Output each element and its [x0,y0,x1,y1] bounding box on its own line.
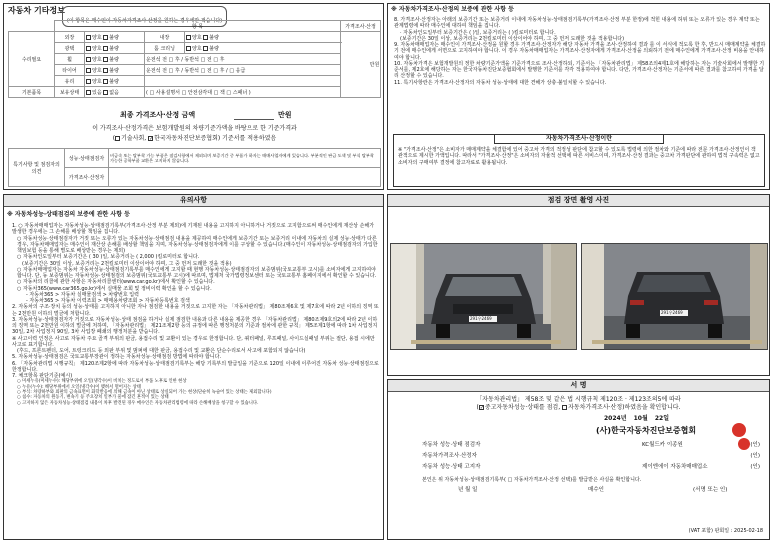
warranty-item: (보증기간은 30일 이상, 보증거리는 2천킬로미터 이상이어야 하며, 그 중 먼저 도래한 것을 적용합니다) [400,35,625,42]
opt-label: 한국자동차진단보증협회 [154,135,218,142]
checkbox[interactable] [86,79,91,84]
date-day: 22 [654,415,664,422]
date-year: 2024 [604,415,621,422]
buyer-date: 년 월 일 [458,487,478,493]
opt-label: 양호 [92,56,102,63]
sig-row [422,464,762,471]
notice-para: 7. 체크항목 판단기준(예시) [12,373,73,379]
notice-para: 2. 자동차의 구조·장치 등의 성능·상태를 고지하지 아니한 자나 점검한 내용을 거짓으로 고지한 자는 「자동차관리법」 제80조제6호 및 제7호에 따라 2년 이하의 징역 또는 2천만원 이하의 벌금에 처합니다. [12,304,379,317]
price-warranty-title-text: 자동차가격조사·산정의 보증에 관한 사항 등 [398,6,514,13]
signature-panel [387,379,770,540]
car-rear-image [582,244,768,350]
checkbox[interactable] [203,46,208,51]
date-year-unit: 년 [620,415,627,422]
date-day-unit: 일 [663,415,669,422]
inspector-label: 성능·상태점검자 [65,149,109,168]
sig-row-name: 제이엔에이 자동차매매업소 [642,464,708,470]
inspector-opinion: 비금속 또는 탈부착 가능 부품은 점검사항에서 제외되며 보증기간 중 부품가 하자는 매매사업자에게 있습니다. 부분적인 판금 도색 및 부식 탈부착 가능한 공학부품 교환은 고지하지 않습니다. [109,149,381,168]
sig-row-mark: (인) [750,464,760,470]
repair-row-name: 타이어 [55,65,85,76]
notice-para: ○ 침수: 자동차의 원동기, 변속기 등 주요장치 일부가 물에 잠긴 흔적이 있는 상태 [17,395,169,401]
notice-paragraphs [12,223,380,406]
price-warranty-panel [387,3,770,190]
warranty-item: 10. 자동차가격은 보험개발원의 정한 차량기준가액을 기준가격으로 조사·산정하되, 기준서는 「자동차관리법」 제58조의4제1호에 해당하는 자는 기술사회에서 발행한 기준서를, 제2호에 해당하는 자는 한국자동차진단보증협회에서 발행한 기준서를 각각 적용하여야 합니다. 다만, 가격조사·산정자는 기준서에 따른 결과를 참고하여 가격을 달리 산정할 수 있습니다. [394,60,765,80]
car-front-image [391,244,577,350]
notice-section-title-text: 자동차성능·상태점검의 보증에 관한 사항 등 [14,211,130,218]
checkbox-tech-society[interactable] [115,136,120,141]
notice-para: ○ 미세누유(미세누수): 해당부위에 오일(냉각수)이 비치는 정도로서 부품 노후로 인한 현상 [17,379,187,385]
inspection-photos-panel [387,194,770,376]
price-warranty-items [394,17,766,86]
inspection-photo-rear [581,243,768,350]
standard-choice-rest: ) 기준서를 적용하였음 [217,135,277,142]
buyer-sign[interactable]: (서명 또는 인) [693,487,728,493]
notice-panel [3,194,384,540]
price-warranty-title: ※ 자동차가격조사·산정의 보증에 관한 사항 등 [391,6,514,13]
opt-label: 기술사회, [121,135,147,142]
notice-para: 5. 자동차성능·상태점검은 국토교통부장관이 정하는 자동차성능·상태점검 방법에 따라야 합니다. [12,354,222,361]
final-price-label: 최종 가격조사·산정 금액 [120,111,196,119]
repair-row-name: 외장 [55,32,85,43]
signature-bar: 서 명 [388,380,769,392]
notice-para: ○ 고지하지 않은 자동차성능·상태점검 내용이 차후 발견된 경우 매수인은 자동차관리법령에 따라 손해배상을 청구할 수 있습니다. [17,400,259,406]
special-notes-table [8,148,381,187]
notice-para: - 자동차365 > 자동차 이력조회 > 매매용차량조회 > 자동차등록번호 검색 [26,298,190,304]
checkbox[interactable] [86,68,91,73]
notice-para: (후드, 프론트펜더, 도어, 트렁크리드 등 외판 부위 및 범퍼에 대한 판금, 용접수리 및 교환은 단순수리로서 사고에 포함되지 않습니다) [17,348,306,354]
buyer-label: 매수인 [588,487,604,493]
sig-row-mark: (인) [750,453,760,459]
signature-law-line: 「자동차관리법」 제58조 및 같은 법 시행규칙 제120조 · 제123조의5에 따라 [476,396,681,403]
notice-para: ○ 부식: 차량하부와 외판의 금속표면이 화학반응에 의해 금속이 아닌 상태로 상실되어 가는 현상(단순히 녹슬어 있는 상태는 제외합니다) [17,389,272,395]
sig-row-label: 자동차가격조사·산정자 [422,453,477,459]
appraiser-label: 가격조사·산정자 [65,168,109,187]
opt-label: 있음 [92,89,102,96]
final-price-input[interactable] [234,110,274,120]
notice-para: 6. 「자동차관리법 시행규칙」 제120조제2항에 따라 자동차성능·상태점검기록부는 해당 기록부의 발급일을 기준으로 120일 이내에 이루어진 자동차 성능·상태점검으로 한정합니다. [12,360,379,373]
form-footer: (VAT 포함) 판회일 : 2025-02-18 [688,528,763,534]
notice-para: ○ 자동차의 리콜에 관한 사항은 자동차리콜센터(www.car.go.kr)에서 확인할 수 있습니다. [17,279,215,286]
repair-row-name2: 내장 [145,32,185,43]
notice-para: ○ 자동차성능·상태점검자가 거짓 또는 오류가 있는 자동차성능·상태점검 내용을 제공하여 매수인에게 보증기간 또는 보증거리 이내에 자동차의 실제 성능·상태가 다른 경우, 자동차매매업자는 매수인이 재산상 손해를 배상할 책임을 지며, 자동차성능·상태점검자에게 이를 구상할 수 있습니다.(매수인이 자동차성능·상태점검자의 가입한 책임보험 등을 통해 별도로 배상받는 경우는 제외) [17,235,378,254]
inspection-photo-front [390,243,577,350]
special-notes-label: 특기사항 및 점검자의 의견 [9,149,65,187]
warranty-item: 8. 가격조사·산정자는 아래의 보증기간 또는 보증거리 이내에 자동차성능·상태점검기록부(가격조사·산정 부분 한정)에 적힌 내용에 허위 또는 오류가 있는 경우 계약 또는 관계법령에 따라 매수인에 대하여 책임을 집니다. [394,17,760,30]
notice-bar: 유의사항 [4,195,383,207]
sig-row [422,442,762,449]
date-month: 10 [633,415,642,422]
opt-label: 양호 [92,45,102,52]
tire-position-text: 운전석 전 □ 후 / 동반석 □ 전 □ 후 / □ 응급 [145,65,341,76]
opt-label: 불량 [109,56,119,63]
price-info-box [393,134,765,187]
price-basis-sentence: 이 가격조사·산정가격은 보험개발원의 차량기준가액을 바탕으로 한 기준가격과 [92,125,297,132]
repair-header-item: 항 목 [55,21,341,32]
repair-header-price: 가격조사·산정 [341,21,381,32]
final-price-unit: 만원 [278,111,292,119]
opt-label: 불량 [109,78,119,85]
inspector-seal-stamp [738,438,750,450]
opt-label: 불량 [109,45,119,52]
checkbox[interactable] [103,90,108,95]
plate-rear: 291우2469 [661,310,683,315]
buyer-confirm-line: 본인은 위 자동차성능·상태점검기록부( □ 자동차가격조사·산정 선택)를 발급받은 사실을 확인합니다. [422,477,642,483]
opt-label: 양호 [92,34,102,41]
opt-label: 불량 [209,34,219,41]
checkbox[interactable] [186,35,191,40]
repair-row-name2: 룸 크리닝 [145,43,185,54]
basic-items-sub: 보유상태 [55,87,85,98]
notice-para: (보증기간은 30일 이상, 보증거리는 2천킬로미터 이상이어야 하며, 그 중 먼저 도래한 것을 적용) [22,260,232,267]
signature-confirm-line: (✓ 중고자동차성능·상태를 점검, 자동차가격조사·산정)하였음을 확인합니다. [388,404,769,412]
checkbox[interactable] [103,68,108,73]
opt-label: 중고자동차성능·상태를 점검, [484,404,561,411]
sig-row-mark: (인) [750,442,760,448]
repair-row-name: 광택 [55,43,85,54]
opt-label: 불량 [209,45,219,52]
extra-info-title: 자동차 기타정보 [8,6,65,15]
photos-bar: 점검 장면 촬영 사진 [388,195,769,207]
plate-front: 291우2469 [470,316,492,321]
extra-info-subtitle: (이 항목은 매수인이 자동차가격조사·산정을 원하는 경우에만 적습니다) [67,18,223,24]
checkbox[interactable] [103,79,108,84]
checkbox[interactable] [103,46,108,51]
checkbox[interactable] [86,90,91,95]
appraiser-opinion[interactable] [109,168,381,187]
notice-para: - 자동차365 > 자동차 실매물검색 > 차량번호 입력 [26,291,139,298]
warranty-item: · 자동차인도일부터 보증기간은 ( )일, 보증거리는 ( )킬로미터로 합니다. [400,29,556,36]
notice-para: ※ 사고이력 인정은 사고로 자동차 주요 골격 부위의 판금, 용접수리 및 교환이 있는 경우로 한정합니다. 단, 쿼터패널, 루프패널, 사이드실패널 부위는 절단, 용접 시에만 사고로 표기합니다. [12,335,375,348]
sig-row [422,453,762,460]
vehicle-extra-info-panel [3,3,384,190]
repair-table [8,20,381,98]
notice-para: 1. ○ 자동차매매업자는 자동차성능·상태점검기록부(가격조사·산정 부분 제외)에 기재된 내용을 고지하지 아니하거나 거짓으로 고지함으로써 매수인에게 재산상 손해가 발생한 경우에는 그 손해를 배상할 책임을 집니다. [12,223,375,236]
checkbox[interactable] [203,35,208,40]
checkbox[interactable] [103,57,108,62]
repair-row-name: 유리 [55,76,85,87]
opt-label: 양호 [192,45,202,52]
signature-date [604,415,669,423]
org-seal-stamp [732,423,746,437]
checkbox-price[interactable] [562,405,567,410]
repair-price-cell[interactable] [341,32,381,98]
tire-position-text: 운전석 전 □ 후 / 동반석 □ 전 □ 후 [145,54,341,65]
won-label: 만원 [369,62,380,68]
notice-para: 3. 자동차성능·상태점검자가 거짓으로 자동차성능·상태 점검을 하거나 실제 점검한 내용과 다른 내용을 제공한 경우 「자동차관리법」 제80조제9호의2에 따라 2년 이하의 징역 또는 2천만원 이하의 벌금에 처하며, 「자동차관리법」 제21조제2항 등의 규정에 따른 행정처분의 기준과 절차에 관한 규칙」 제5조제1항에 따라 1차 사업정지 30일, 2차 사업정지 90일, 3차 사업장 폐쇄의 행정처분을 받습니다. [12,316,378,336]
checkbox[interactable] [86,35,91,40]
opt-label: 자동차가격조사·산정)하였음을 확인합니다. [568,404,681,411]
opt-label: 양호 [92,78,102,85]
opt-label: 양호 [92,67,102,74]
sig-row-label: 자동차 성능·상태 점검자 [422,442,481,448]
price-info-box-title: 자동차가격조사·산정이란 [494,134,664,144]
notice-para: ○ 자동차인도일부터 보증기간은 ( 30 )일, 보증거리는 ( 2,000 )킬로미터로 합니다. [17,254,200,261]
opt-label: 양호 [192,34,202,41]
price-info-box-text: ※ "가격조사·산정"은 소비자가 매매계약을 체결함에 있어 중고차 가격의 적정성 판단에 참고할 수 있도록 법령에 의한 절차와 기준에 따라 전문 가격조사·산정인이 객관적으로 제시한 가액입니다. 따라서 "가격조사·산정"은 소비자의 자율적 선택에 따른 서비스이며, 가격조사·산정 결과는 중고차 가격판단에 관하여 법적 구속력은 없고 소비자의 구매여부 결정에 참고자료로 활용됩니다. [398,147,760,166]
date-month-unit: 월 [641,415,648,422]
sig-row-label: 자동차 성능·상태 고지자 [422,464,481,470]
sig-row-name: KC월드카 이종원 [642,442,683,448]
repair-row-name: 휠 [55,54,85,65]
checkbox[interactable] [86,57,91,62]
opt-label: 없음 [109,89,119,96]
signature-org: (사)한국자동차진단보증협회 [596,426,697,435]
checkbox-kada[interactable] [148,136,153,141]
warranty-item: 11. 특기사항란은 가격조사·산정자의 자동차 성능·상태에 대한 견해가 상충·불일치할 수 있습니다. [394,79,607,86]
checkbox[interactable] [86,46,91,51]
notice-section-title: ※ 자동차성능·상태점검의 보증에 관한 사항 등 [7,211,130,218]
notice-para: ○ 자동차365(www.car365.go.kr)에서 실매물 조회 및 정비이력 확인을 할 수 있습니다. [17,285,212,292]
notice-para: ○ 누유(누수): 해당부위에서 오일(냉각수)이 맺혀서 떨어지는 상태 [17,384,141,390]
checkbox[interactable] [186,46,191,51]
warranty-item: 9. 자동차매매업자는 매수인이 가격조사·산정을 원할 경우 가격조사·산정자가 해당 자동차 가격을 조사·산정하여 결과 를 이 서식에 적도록 한 후, 반드시 매매계약을 체결하기 전에 매수인에게 서면으로 고지하여야 합니다. 이 경우 자동차매매업자는 가격조사·산정자에게 가격조사·산정을 의뢰하기 전에 매수인에게 가격조사·산정 비용을 안내하여야 합니다. [394,42,766,61]
repair-group-label: 수리필요 [9,32,55,87]
checkbox[interactable] [103,35,108,40]
checkbox-performance[interactable] [479,405,484,410]
opt-label: 불량 [109,67,119,74]
basic-items-extra: ( □ 사용설명서 □ 안전삼각대 □ 잭 □ 스패너 ) [145,87,341,98]
opt-label: 불량 [109,34,119,41]
notice-para: ○ 자동차매매업자는 자동차 자동차성능·상태점검기록부를 매수인에게 고지할 때 현행 자동차성능·상태점검자의 보증범위(국토교통부 고시)를 소비자에게 고지하여야 합니다. 단, 동 보증범위는 자동차성능·상태점검의 보증범위(국토교통부 고시)에 따르며, 법제처 국가법령정보센터 또는 국토교통부 홈페이지에서 확인할 수 있습니다. [17,266,377,279]
standard-choice-line: ( 기술사회, ✓ 한국자동차진단보증협회) 기준서를 적용하였음 [8,135,381,143]
basic-items-label: 기본품목 [9,87,55,98]
